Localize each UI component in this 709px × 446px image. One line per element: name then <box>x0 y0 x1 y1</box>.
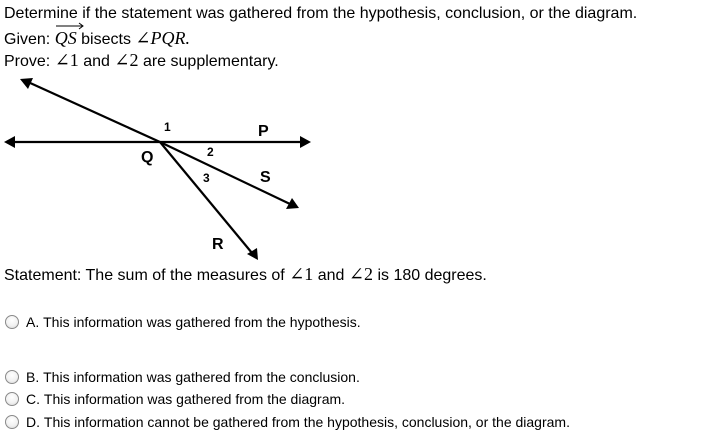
option-c[interactable] <box>5 391 345 407</box>
statement-angle-1: ∠1 <box>289 264 314 284</box>
prove-angle-2: ∠2 <box>114 50 139 70</box>
option-b-letter: B. <box>26 369 40 385</box>
ray-qs <box>55 29 77 47</box>
option-a-text: This information was gathered from the hypothesis. <box>43 314 361 330</box>
option-a-letter: A. <box>26 314 40 330</box>
statement-line <box>4 265 487 285</box>
option-b[interactable] <box>5 369 360 385</box>
option-d[interactable] <box>5 414 570 430</box>
option-a[interactable] <box>5 314 361 330</box>
ray-upper-left <box>28 82 160 142</box>
radio-c[interactable] <box>5 392 19 406</box>
ray-qs-text: QS <box>54 28 77 48</box>
radio-a[interactable] <box>5 315 19 329</box>
statement-angle-2: ∠2 <box>348 264 373 284</box>
radio-d[interactable] <box>5 415 19 429</box>
arrowhead-left-icon <box>4 136 15 148</box>
label-angle-3: 3 <box>203 171 210 185</box>
statement-prefix: Statement: The sum of the measures of <box>4 267 285 284</box>
label-p: P <box>258 123 269 140</box>
label-s: S <box>260 169 271 186</box>
radio-b[interactable] <box>5 370 19 384</box>
label-q: Q <box>141 149 154 166</box>
label-r: R <box>212 236 224 253</box>
label-angle-1: 1 <box>164 120 171 134</box>
prove-text: are supplementary. <box>142 53 279 70</box>
label-angle-2: 2 <box>207 145 214 159</box>
option-d-letter: D. <box>26 414 40 430</box>
given-verb: bisects <box>81 31 131 48</box>
geometry-diagram <box>0 70 330 260</box>
given-line <box>4 29 190 49</box>
ray-qr-line <box>160 142 252 253</box>
prove-angle-1: ∠1 <box>54 50 79 70</box>
statement-and: and <box>317 267 345 284</box>
option-d-text: This information cannot be gathered from the hypothesis, conclusion, or the diagram. <box>43 414 570 430</box>
ray-arrow-icon <box>55 22 85 30</box>
option-c-letter: C. <box>26 391 40 407</box>
option-b-text: This information was gathered from the conclusion. <box>43 369 360 385</box>
instruction-text: Determine if the statement was gathered from the hypothesis, conclusion, or the diagram. <box>4 5 638 22</box>
option-c-text: This information was gathered from the diagram. <box>43 391 346 407</box>
given-label: Given: <box>4 31 51 48</box>
arrowhead-right-icon <box>300 136 311 148</box>
prove-label: Prove: <box>4 53 51 70</box>
statement-suffix: is 180 degrees. <box>377 267 487 284</box>
given-angle: ∠PQR. <box>135 28 190 48</box>
prove-and: and <box>83 53 110 70</box>
prove-line <box>4 51 279 71</box>
